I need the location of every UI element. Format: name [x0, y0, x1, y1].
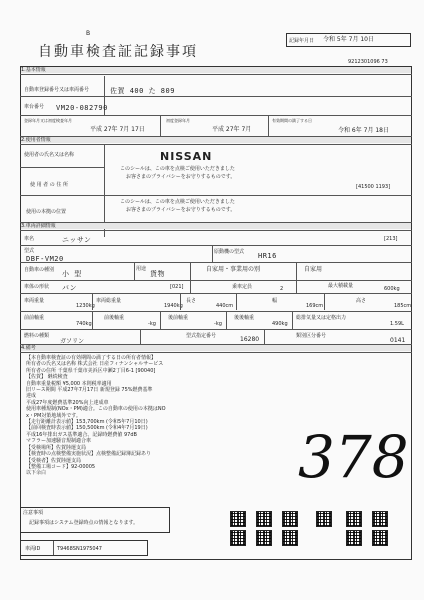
body-shape-value: バン: [62, 284, 77, 292]
front-axle-label: 前前軸重: [24, 315, 45, 321]
qr-code-4: [256, 530, 272, 546]
model-designation-label: 型式指定番号: [186, 333, 217, 339]
private-label: 自家用・事業用の別: [206, 266, 261, 273]
rear-axle-value: [214, 321, 222, 327]
max-load-unit: kg: [393, 286, 400, 292]
height-label: 高さ: [356, 298, 367, 304]
qr-code-11: [372, 530, 388, 546]
issue-date-box: [286, 33, 411, 47]
class-number-value: 0141: [390, 337, 406, 344]
privacy-notice-1: このシールは、この車を点検ご使用いただきました: [120, 166, 235, 172]
remarks-line: x・PM対策地域外です。: [26, 412, 81, 419]
rear2-axle-value: [272, 321, 288, 327]
privacy-notice-2: お客さまのプライバシーをお守りするものです。: [126, 174, 236, 180]
length-value: [216, 303, 233, 309]
chassis-number-label: 車台番号: [24, 104, 45, 110]
front2-axle-label: 前後軸重: [104, 315, 125, 321]
vehicle-type-value: 小 型: [62, 270, 82, 278]
section-user-title: 2.使用者情報: [21, 137, 411, 143]
maker-code: [213]: [384, 236, 398, 242]
vehicle-type-label: 自動車の種別: [24, 267, 55, 273]
remarks-line: 旧リース期間 平成27年7月17日 新規登録 75%燃費基準: [26, 387, 153, 394]
remarks-line: 【本自動車検査証の有効期間の満了する日の所有者情報】: [26, 355, 157, 361]
body-shape-label: 車体の形状: [24, 284, 50, 290]
max-load-number: 600: [384, 286, 394, 292]
body-shape-code: [021]: [170, 284, 184, 290]
displacement-unit: L: [401, 321, 404, 327]
engine-value: HR16: [258, 252, 277, 260]
car-id-label: 車両ID: [25, 546, 41, 552]
section-basic-title: 1.基本情報: [21, 67, 411, 73]
car-id-box: [20, 540, 148, 556]
width-unit: cm: [315, 303, 324, 309]
remarks-line: 【佐賀】 継続検査: [26, 374, 68, 381]
remarks-line: 【受検者】佐賀陸運支局: [26, 457, 82, 464]
form-mark: B: [86, 30, 91, 37]
weight-number: 1230: [76, 303, 89, 309]
model-value: DBF-VM20: [26, 255, 64, 263]
qr-code-2: [230, 530, 246, 546]
document-number: 9212301096 73: [348, 59, 388, 65]
maker-code-value: 213: [385, 236, 396, 242]
fuel-label: 燃料の種類: [24, 333, 50, 339]
remarks-line: 【整備工場コード】92-00005: [26, 463, 96, 470]
issue-date-label: 記録年月日: [289, 38, 315, 44]
notice-text: 記録事項はシステム登録時点の情報となります。: [29, 520, 139, 526]
remarks-line: 達成: [26, 393, 37, 400]
front2-axle-value: [148, 321, 156, 327]
gross-weight-label: 車両総重量: [96, 298, 122, 304]
body-shape-code-value: 021: [171, 284, 182, 290]
qr-code-7: [316, 511, 332, 527]
fuel-value: ガソリン: [60, 338, 85, 345]
max-load-label: 最大積載量: [328, 283, 354, 289]
notice-box: [20, 507, 170, 533]
weight-label: 車両重量: [24, 298, 45, 304]
front2-axle-number: -: [148, 321, 150, 327]
reg-number-label: 自動車登録番号又は車両番号: [24, 87, 90, 93]
engine-label: 原動機の型式: [214, 249, 245, 255]
notice-title: 注意事項: [23, 510, 44, 516]
max-load-value: [384, 286, 400, 292]
first-reg2-value: 平成 27年 7月: [212, 126, 252, 133]
use-value: 貨物: [150, 270, 165, 278]
width-label: 幅: [272, 298, 278, 304]
rear-axle-number: -: [214, 321, 216, 327]
weight-unit: kg: [88, 303, 95, 309]
length-unit: cm: [225, 303, 234, 309]
remarks-line: 【走行距離計表示値】153,700km (令和5年7月10日): [26, 419, 148, 426]
remarks-line: 自動車重量税額 ¥5,000 本則税率適用: [26, 380, 112, 387]
front-axle-unit: kg: [85, 321, 92, 327]
remarks-line: 【前回検査時表示値】150,500km (令和4年7月19日): [26, 425, 148, 432]
first-reg-value: 平成 27年 7月 17日: [90, 126, 145, 133]
maker-value: ニッサン: [62, 236, 92, 244]
rear2-axle-label: 後後軸重: [234, 315, 255, 321]
remarks-line: 【受検場所】佐賀陸運支局: [26, 444, 87, 451]
user-address-label: 使 用 者 の 住 所: [30, 182, 68, 188]
base-location-label: 使用の本拠の位置: [26, 209, 67, 215]
remarks-line: 使用車種規制(NOx・PM)適合。この自動車の使用の本拠はNO: [26, 406, 166, 413]
front2-axle-unit: kg: [149, 321, 156, 327]
remarks-line: マフラー加速騒音規制適合車: [26, 438, 92, 445]
length-number: 440: [216, 303, 226, 309]
height-number: 185: [394, 303, 404, 309]
car-id-value: T9468SN1975047: [57, 546, 102, 552]
front-axle-number: 740: [76, 321, 86, 327]
privacy-notice-3: このシールは、この車を点検ご使用いただきました: [120, 199, 235, 205]
first-reg-label: 登録年月又は初度検査年月: [24, 118, 72, 123]
issue-date: 令和 5年 7月 10日: [323, 36, 374, 43]
length-label: 長さ: [186, 298, 197, 304]
rear2-axle-number: 490: [272, 321, 282, 327]
reg-number-value: 佐賀 400 た 809: [110, 87, 175, 95]
section-remarks-title: 4.備考: [21, 345, 411, 351]
displacement-label: 総排気量又は定格出力: [296, 315, 347, 321]
capacity-label: 乗車定員: [232, 284, 253, 290]
section-vehicle-title: 3.車両詳細情報: [21, 223, 411, 229]
chassis-number-value: VM20-082790: [56, 104, 108, 112]
capacity-value: 2: [280, 286, 284, 292]
remarks-line: 【検査時の点検整備実施状況】点検整備記録簿記録あり: [26, 451, 152, 458]
qr-code-9: [346, 530, 362, 546]
document-title: 自動車検査証記録事項: [38, 44, 198, 60]
expiry-label: 有効期間の満了する日: [272, 118, 312, 123]
qr-code-3: [256, 511, 272, 527]
remarks-line: 所有者の住所 千葉県千葉市美浜区中瀬2丁目6-1 [90040]: [26, 367, 156, 374]
user-code: [41500 1193]: [356, 184, 391, 190]
expiry-value: 令和 6年 7月 18日: [338, 127, 389, 134]
rear-axle-label: 後前軸重: [168, 315, 189, 321]
user-code-value: 41500 1193: [357, 184, 389, 190]
remarks-line: 以下余白: [26, 470, 47, 477]
front-axle-value: [76, 321, 92, 327]
user-name-label: 使用者の氏名又は名称: [24, 152, 75, 158]
qr-code-6: [282, 530, 298, 546]
class-number-label: 類別区分番号: [296, 333, 327, 339]
displacement-value: [390, 321, 404, 327]
qr-code-10: [372, 511, 388, 527]
width-value: [306, 303, 323, 309]
remarks-line: 平成27年度燃費基準20%向上達成車: [26, 399, 109, 406]
qr-code-1: [230, 511, 246, 527]
remarks-line: 平成16年排出ガス基準適合、記録時燃費値 97dB: [26, 431, 137, 438]
width-number: 169: [306, 303, 316, 309]
nissan-logo: NISSAN: [160, 150, 213, 163]
privacy-notice-4: お客さまのプライバシーをお守りするものです。: [126, 207, 236, 213]
handwritten-number: 378: [298, 423, 409, 491]
first-reg2-label: 初度登録年月: [166, 118, 190, 123]
qr-code-5: [282, 511, 298, 527]
use-label: 用途: [136, 266, 147, 272]
model-designation-value: 16280: [240, 336, 260, 343]
model-label: 型式: [24, 248, 35, 254]
height-unit: cm: [403, 303, 412, 309]
gross-weight-unit: kg: [176, 303, 183, 309]
height-value: [394, 303, 411, 309]
remarks-line: 所有者の氏名又は名称 株式会社 日産フィナンシャルサービス: [26, 361, 164, 368]
qr-code-8: [346, 511, 362, 527]
private-value: 自家用: [304, 266, 323, 273]
remarks-list: [26, 355, 326, 477]
rear-axle-unit: kg: [215, 321, 222, 327]
rear2-axle-unit: kg: [281, 321, 288, 327]
maker-label: 車名: [24, 236, 35, 242]
displacement-number: 1.59: [390, 321, 402, 327]
gross-weight-number: 1940: [164, 303, 177, 309]
